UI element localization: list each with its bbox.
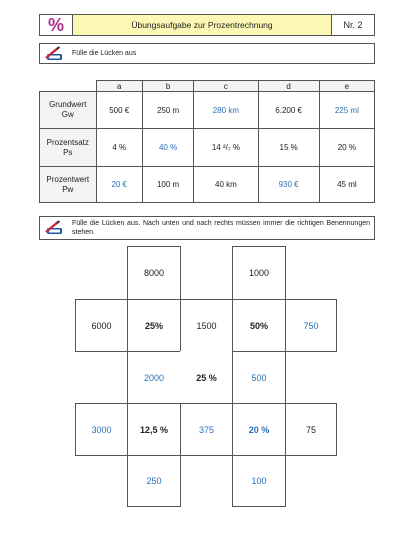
column-header-e: e [319,81,374,92]
column-header-d: d [258,81,319,92]
title-text: Übungsaufgabe zur Prozentrechnung [131,20,273,30]
grid-cell-r4c2: 12,5 % [127,403,181,456]
table-cell: 20 € [96,167,142,203]
row-label: Prozentwert Pw [40,167,97,203]
task2-instruction-box [39,216,375,240]
column-header-c: c [194,81,258,92]
percent-icon: % [47,14,64,35]
pen-icon [40,217,68,239]
column-header-b: b [142,81,193,92]
grid-cell-r4c4: 20 % [232,403,286,456]
table-cell: 500 € [96,92,142,129]
grid-cell-r3c2: 2000 [127,351,181,404]
task2-instruction: Fülle die Lücken aus. Nach unten und nach rechts müssen immer die richtigen Benennungen stehen. [72,220,370,236]
table-cell: 40 km [194,167,258,203]
table-cell: 930 € [258,167,319,203]
worksheet-title [72,14,332,36]
grid-cell-r1c2: 8000 [127,246,181,300]
row-label: Prozentsatz Ps [40,129,97,167]
grid-cell-r4c1: 3000 [75,403,128,456]
table-cell: 20 % [319,129,374,167]
table-row-grundwert [40,92,375,129]
number-text: Nr. 2 [343,20,363,30]
table-row-prozentwert [40,167,375,203]
task1-instruction-box [39,43,375,64]
grid-cell-r1c4: 1000 [232,246,286,300]
grid-cell-r2c3: 1500 [180,299,233,352]
grid-cell-r4c5: 75 [285,403,337,456]
pen-icon [40,44,68,63]
table-cell: 280 km [194,92,258,129]
column-header-a: a [96,81,142,92]
table-cell: 6.200 € [258,92,319,129]
grid-cell-r4c3: 375 [180,403,233,456]
row-label: Grundwert Gw [40,92,97,129]
table-cell: 45 ml [319,167,374,203]
table-cell: 14 ²/₇ % [194,129,258,167]
task1-instruction: Fülle die Lücken aus [72,50,137,57]
percent-table [39,80,375,203]
table-cell: 4 % [96,129,142,167]
worksheet-number [331,14,375,36]
table-cell: 100 m [142,167,193,203]
grid-cell-r2c2: 25% [127,299,181,352]
grid-cell-r2c1: 6000 [75,299,128,352]
table-row-prozentsatz [40,129,375,167]
grid-cell-r2c5: 750 [285,299,337,352]
table-corner [40,81,97,92]
grid-cell-r5c2: 250 [127,455,181,507]
grid-cell-r2c4: 50% [232,299,286,352]
table-cell: 40 % [142,129,193,167]
table-cell: 15 % [258,129,319,167]
grid-cell-r3c4: 500 [232,351,286,404]
grid-cell-r3c3: 25 % [180,351,233,404]
grid-cell-r5c4: 100 [232,455,286,507]
table-cell: 250 m [142,92,193,129]
percent-symbol-box [39,14,73,36]
table-cell: 225 ml [319,92,374,129]
